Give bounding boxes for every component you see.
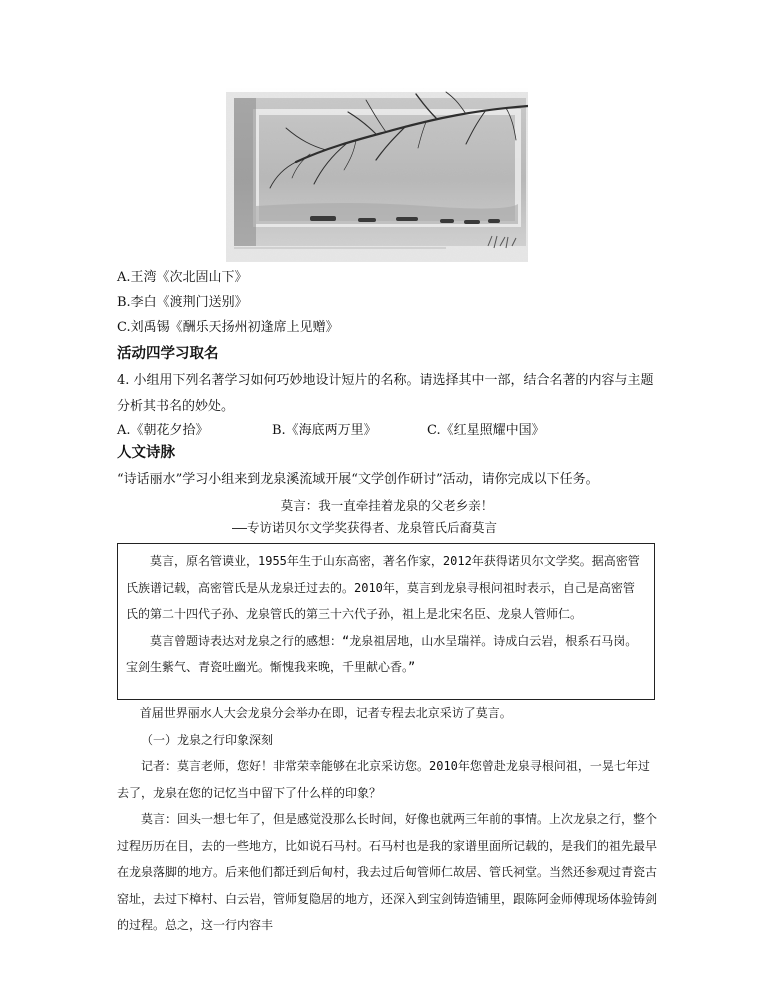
- poem-paragraph: 莫言曾题诗表达对龙泉之行的感想：“龙泉祖居地，山水呈瑞祥。诗成白云岩，根系石马岗。宝剑生紫气、青瓷吐幽光。惭愧我来晚，千里献心香。”: [126, 633, 638, 674]
- article-headline: 莫言：我一直牵挂着龙泉的父老乡亲！: [280, 498, 494, 513]
- moyan-answer: 莫言：回头一想七年了，但是感觉没那么长时间，好像也就两三年前的事情。上次龙泉之行，整个过程历历在目，去的一些地方，比如说石马村。石马村也是我的家谱里面所记载的，是我们的祖先最早在龙泉落脚的地方。后来他们都迁到后甸村，我去过后甸管师仁故居、管氏祠堂。当然还参观过青瓷古窑址，去过下樟村、白云岩，管师复隐居的地方，还深入到宝剑铸造铺里，跟陈阿金师傅现场体验铸剑的过程。总之，这一行内容丰: [117, 812, 658, 932]
- bio-box: [117, 543, 655, 700]
- activity4-heading: 活动四学习取名: [117, 346, 219, 362]
- article-body: [117, 700, 657, 939]
- part1-heading: （一）龙泉之行印象深刻: [141, 732, 274, 747]
- option-a: A.《朝花夕拾》: [117, 423, 209, 438]
- option-a-previous: A.王湾《次北固山下》: [117, 270, 248, 285]
- section-heading: 人文诗脉: [117, 445, 175, 461]
- winter-lake-illustration: [226, 88, 528, 266]
- section-intro: “诗话丽水”学习小组来到龙泉溪流域开展“文学创作研讨”活动，请你完成以下任务。: [117, 472, 599, 487]
- question-4-options: [117, 419, 657, 439]
- article-lead: 首届世界丽水人大会龙泉分会举办在即，记者专程去北京采访了莫言。: [139, 706, 512, 720]
- option-b-previous: B.李白《渡荆门送别》: [117, 295, 248, 310]
- article-subhead: ——专访诺贝尔文学奖获得者、龙泉管氏后裔莫言: [232, 520, 498, 535]
- option-c: C.《红星照耀中国》: [427, 423, 545, 438]
- option-b: B.《海底两万里》: [272, 423, 377, 438]
- question-4: 4. 小组用下列名著学习如何巧妙地设计短片的名称。请选择其中一部，结合名著的内容与主题分析其书名的妙处。: [117, 373, 654, 414]
- reporter-question: 记者：莫言老师，您好！非常荣幸能够在北京采访您。2010年您曾赴龙泉寻根问祖，一晃七年过去了，龙泉在您的记忆当中留下了什么样的印象？: [117, 759, 650, 800]
- bio-paragraph: 莫言，原名管谟业，1955年生于山东高密，著名作家，2012年获得诺贝尔文学奖。据高密管氏族谱记载，高密管氏是从龙泉迁过去的。2010年，莫言到龙泉寻根问祖时表示，自己是高密管氏的第二十四代子孙、龙泉管氏的第三十六代子孙，祖上是北宋名臣、龙泉人管师仁。: [126, 554, 640, 621]
- option-c-previous: C.刘禹锡《酬乐天扬州初逢席上见赠》: [117, 320, 339, 335]
